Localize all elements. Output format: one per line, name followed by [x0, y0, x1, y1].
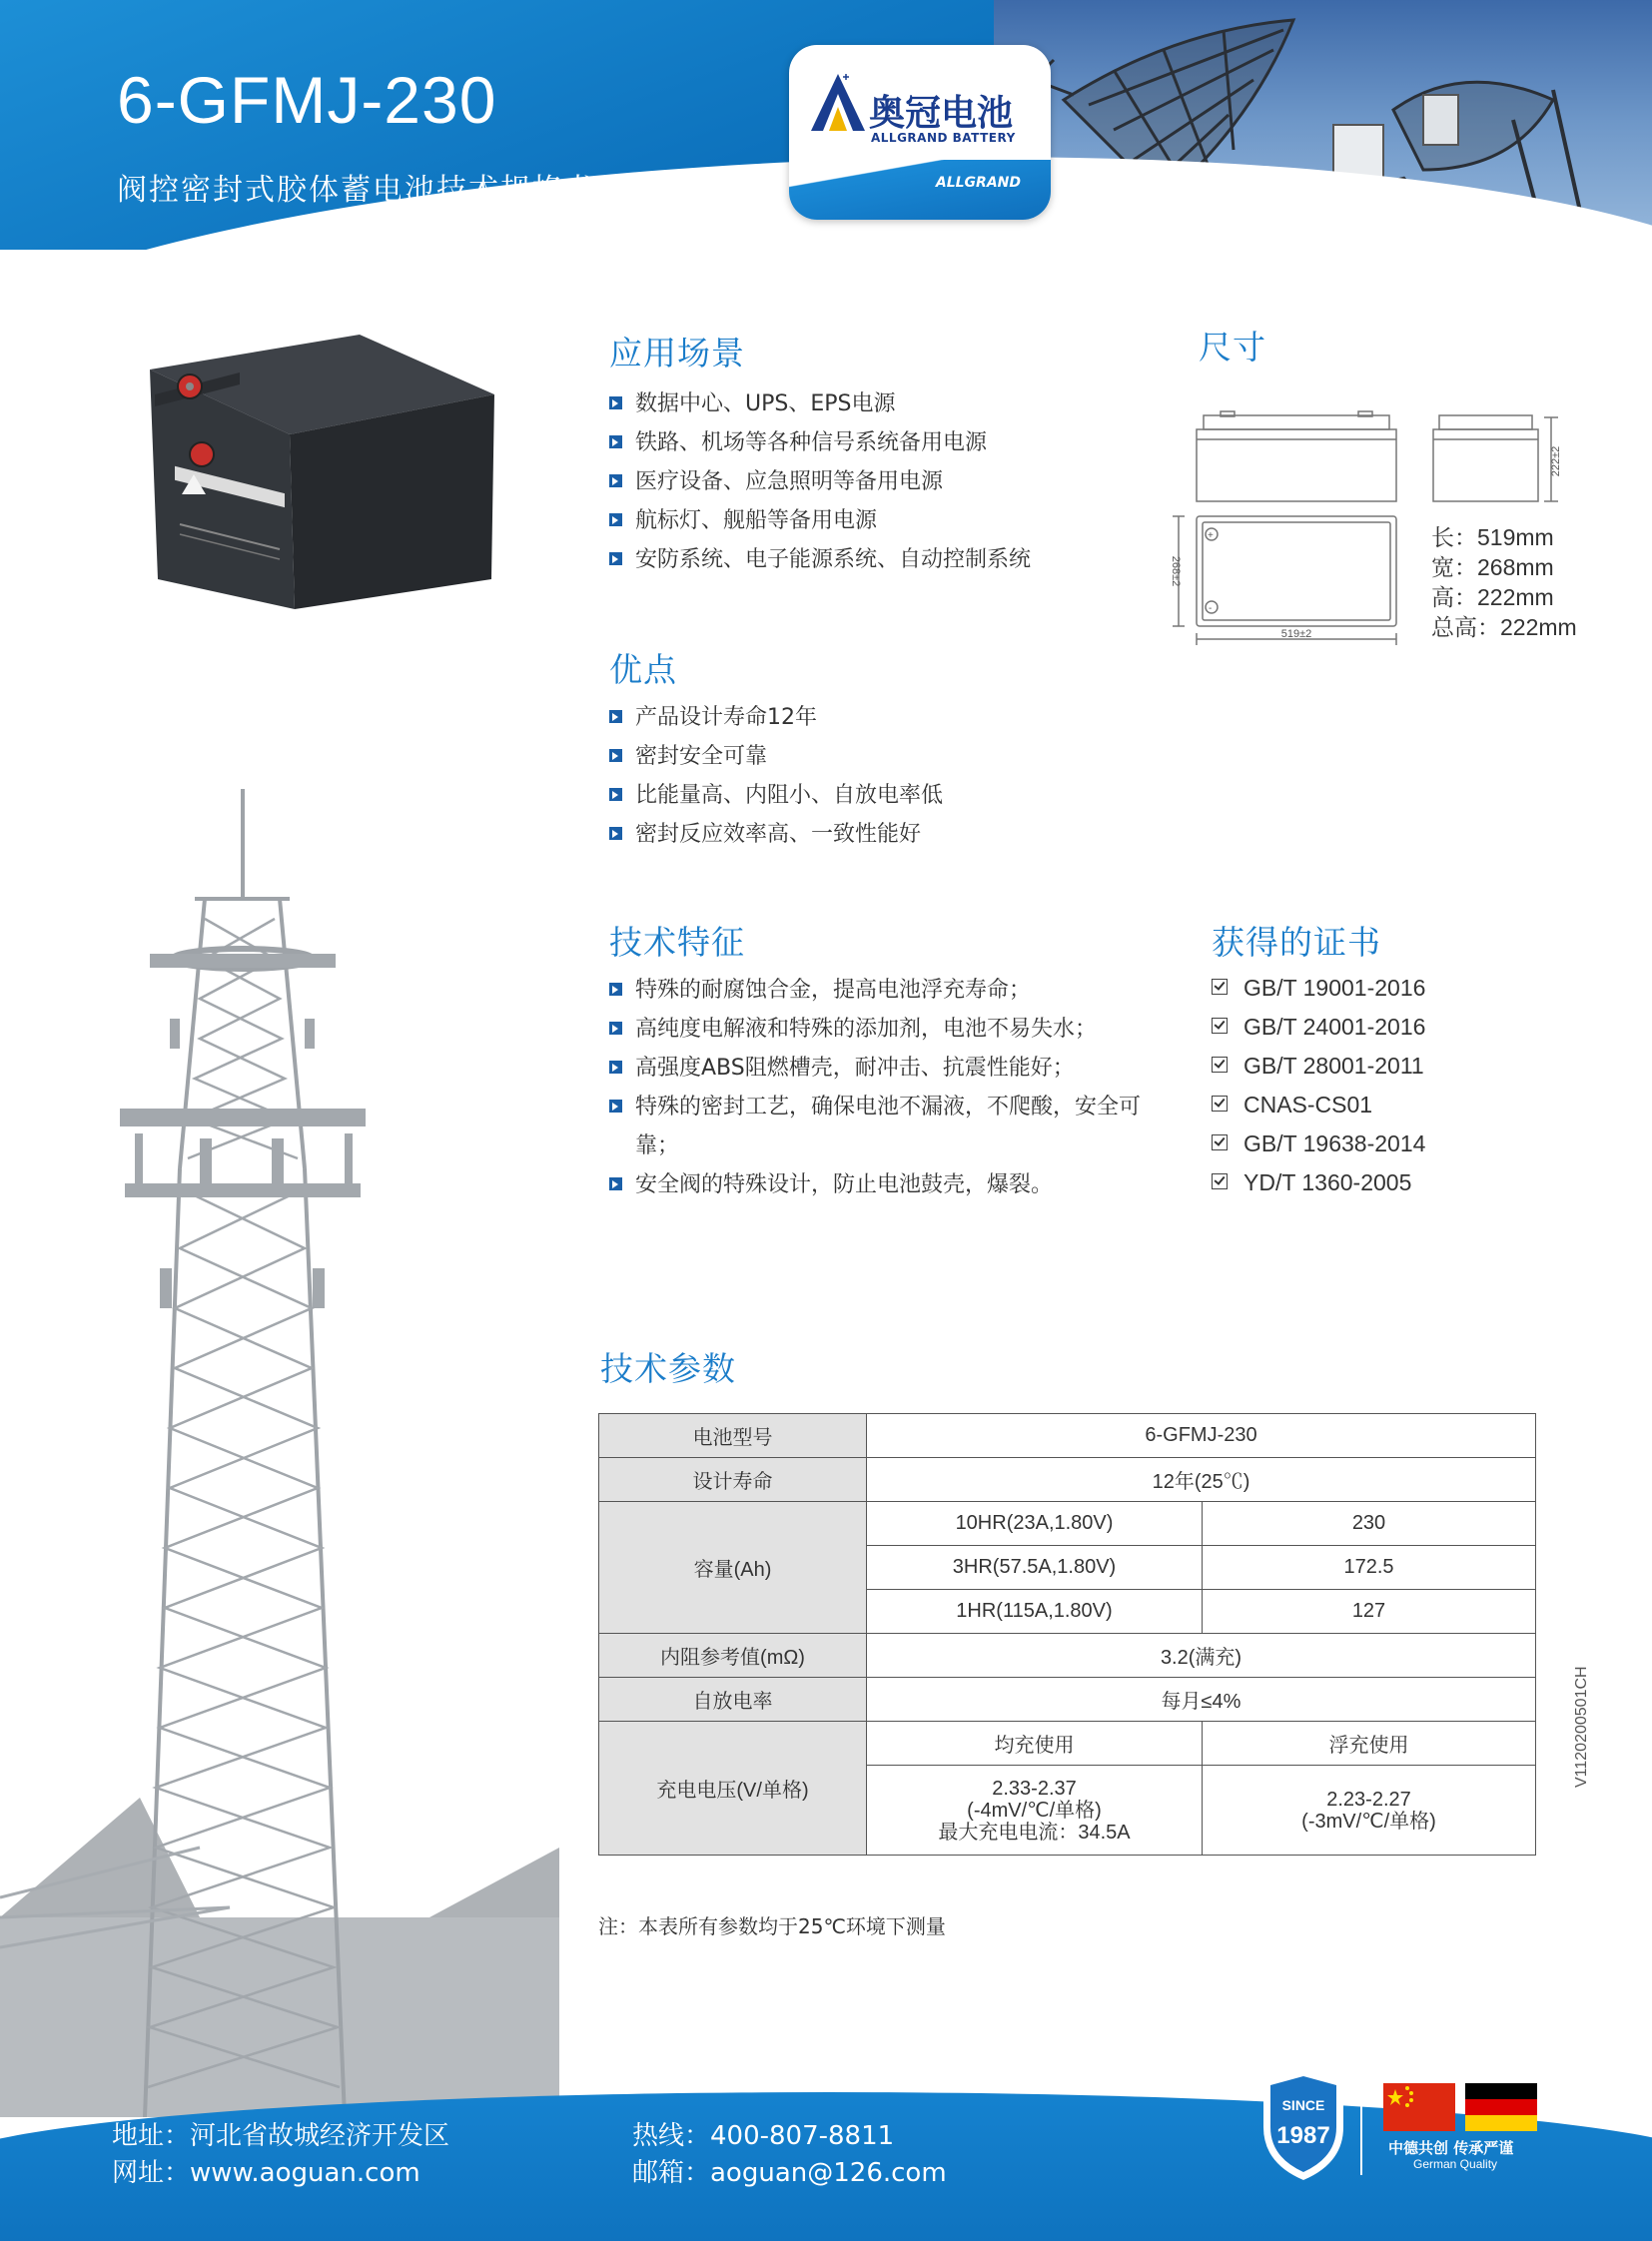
list-item-text: 高纯度电解液和特殊的添加剂，电池不易失水； [635, 1017, 1098, 1042]
table-value-cell: 3HR(57.5A,1.80V) [867, 1546, 1203, 1590]
logo-band-text: ALLGRAND [935, 175, 1021, 191]
certificates-title: 获得的证书 [1212, 923, 1381, 962]
list-item [609, 737, 1169, 776]
brand-logo [789, 45, 1051, 220]
since-year: 1987 [1276, 2122, 1330, 2149]
list-item [609, 501, 1169, 540]
table-row [599, 1678, 1536, 1722]
checkbox-checked-icon [1212, 979, 1228, 995]
applications-title: 应用场景 [609, 334, 745, 373]
china-flag-icon [1383, 2083, 1455, 2131]
table-value-cell: 230 [1203, 1502, 1536, 1546]
flag-caption-en: German Quality [1413, 2157, 1498, 2171]
list-item-text: 产品设计寿命12年 [635, 705, 817, 730]
list-item [1212, 1086, 1531, 1124]
list-item-text: 数据中心、UPS、EPS电源 [635, 391, 896, 416]
footer-website[interactable]: 网址：www.aoguan.com [112, 2158, 420, 2188]
list-item-text: YD/T 1360-2005 [1243, 1169, 1412, 1195]
table-value-cell [867, 1766, 1203, 1856]
table-value-cell: 6-GFMJ-230 [867, 1414, 1536, 1458]
checkbox-checked-icon [1212, 1057, 1228, 1073]
list-item [609, 1049, 1149, 1088]
advantages-title: 优点 [609, 650, 677, 689]
max-charge-current: 最大充电电流：34.5A [938, 1821, 1131, 1844]
table-row [599, 1458, 1536, 1502]
table-label-cell: 容量(Ah) [599, 1502, 867, 1634]
arrow-bullet-icon [609, 983, 622, 996]
arrow-bullet-icon [609, 513, 622, 526]
list-item-text: GB/T 19638-2014 [1243, 1130, 1426, 1156]
table-label-cell: 内阻参考值(mΩ) [599, 1634, 867, 1678]
arrow-bullet-icon [609, 1100, 622, 1113]
footer-hotline: 热线：400-807-8811 [632, 2121, 895, 2151]
list-item [1212, 1008, 1531, 1047]
features-title: 技术特征 [609, 923, 745, 962]
spec-table [598, 1413, 1536, 1856]
table-row [599, 1414, 1536, 1458]
table-value-cell: 1HR(115A,1.80V) [867, 1590, 1203, 1634]
list-item [609, 423, 1169, 462]
list-item-text: 比能量高、内阻小、自放电率低 [635, 783, 944, 808]
footer-email[interactable]: 邮箱：aoguan@126.com [632, 2158, 947, 2188]
negative-terminal-icon: - [1209, 603, 1213, 614]
table-label-cell: 充电电压(V/单格) [599, 1722, 867, 1856]
list-item-text: 医疗设备、应急照明等备用电源 [635, 469, 944, 494]
table-label-cell: 自放电率 [599, 1678, 867, 1722]
positive-terminal-icon: + [1208, 530, 1214, 541]
arrow-bullet-icon [609, 552, 622, 565]
list-item-text: GB/T 24001-2016 [1243, 1014, 1426, 1040]
dim-height: 高：222mm [1431, 584, 1554, 610]
table-note: 注：本表所有参数均于25℃环境下测量 [598, 1914, 946, 1938]
list-item-text: CNAS-CS01 [1243, 1092, 1373, 1118]
list-item-text: 航标灯、舰船等备用电源 [635, 508, 878, 533]
list-item-text: 密封反应效率高、一致性能好 [635, 822, 922, 847]
equalize-coefficient: (-4mV/℃/单格) [967, 1799, 1102, 1822]
table-value-cell: 10HR(23A,1.80V) [867, 1502, 1203, 1546]
list-item-text: 密封安全可靠 [635, 744, 768, 769]
footer-divider [1360, 2075, 1362, 2175]
list-item [1212, 1163, 1531, 1202]
list-item-text: 特殊的密封工艺，确保电池不漏液，不爬酸，安全可靠； [635, 1095, 1142, 1158]
checkbox-checked-icon [1212, 1096, 1228, 1112]
equalize-voltage: 2.33-2.37 [992, 1777, 1077, 1800]
list-item-text: GB/T 28001-2011 [1243, 1053, 1424, 1079]
dim-total-height: 总高：222mm [1431, 614, 1577, 640]
since-1987-badge-icon [1260, 2065, 1346, 2183]
checkbox-checked-icon [1212, 1018, 1228, 1034]
dimension-values [1431, 522, 1577, 642]
list-item-text: 高强度ABS阻燃槽壳，耐冲击、抗震性能好； [635, 1056, 1075, 1081]
table-label-cell: 电池型号 [599, 1414, 867, 1458]
list-item [609, 776, 1169, 815]
dim-height-label: 222±2 [1550, 445, 1562, 477]
arrow-bullet-icon [609, 710, 622, 723]
applications-list [609, 384, 1169, 579]
arrow-bullet-icon [609, 788, 622, 801]
list-item-text: GB/T 19001-2016 [1243, 975, 1426, 1001]
dim-width: 宽：268mm [1431, 554, 1554, 580]
features-list [609, 971, 1149, 1204]
table-value-cell: 每月≤4% [867, 1678, 1536, 1722]
footer-address: 地址：河北省故城经济开发区 [112, 2121, 450, 2151]
table-value-cell: 12年(25℃) [867, 1458, 1536, 1502]
advantages-list [609, 698, 1169, 854]
table-value-cell: 127 [1203, 1590, 1536, 1634]
arrow-bullet-icon [609, 827, 622, 840]
brand-name-en: ALLGRAND BATTERY [871, 131, 1016, 145]
dim-length: 长：519mm [1431, 524, 1554, 550]
version-code: V1120200501CH [1573, 1666, 1590, 1788]
list-item [609, 462, 1169, 501]
list-item [609, 1010, 1149, 1049]
list-item [1212, 969, 1531, 1008]
list-item-text: 特殊的耐腐蚀合金，提高电池浮充寿命； [635, 978, 1032, 1003]
table-row [599, 1722, 1536, 1766]
arrow-bullet-icon [609, 396, 622, 409]
brand-name-cn: 奥冠电池 [869, 93, 1014, 134]
telecom-tower-illustration [0, 789, 559, 2117]
since-label: SINCE [1281, 2097, 1325, 2113]
list-item-text: 安防系统、电子能源系统、自动控制系统 [635, 547, 1032, 572]
checkbox-checked-icon [1212, 1173, 1228, 1189]
list-item [609, 971, 1149, 1010]
china-flag-stars [1383, 2083, 1455, 2131]
table-header-cell: 浮充使用 [1203, 1722, 1536, 1766]
header [0, 0, 1652, 275]
page-title: 6-GFMJ-230 [117, 63, 497, 137]
dim-width-label: 268±2 [1170, 555, 1182, 587]
table-label-cell: 设计寿命 [599, 1458, 867, 1502]
arrow-bullet-icon [609, 474, 622, 487]
list-item [1212, 1047, 1531, 1086]
table-row [599, 1634, 1536, 1678]
page-subtitle: 阀控密封式胶体蓄电池技术规格书 [117, 173, 596, 208]
list-item-text: 安全阀的特殊设计，防止电池鼓壳，爆裂。 [635, 1172, 1054, 1197]
list-item [609, 1088, 1149, 1165]
table-value-cell [1203, 1766, 1536, 1856]
arrow-bullet-icon [609, 1022, 622, 1035]
list-item [609, 815, 1169, 854]
table-row [599, 1502, 1536, 1546]
float-coefficient: (-3mV/℃/单格) [1301, 1810, 1436, 1833]
list-item-text: 铁路、机场等各种信号系统备用电源 [635, 430, 988, 455]
arrow-bullet-icon [609, 749, 622, 762]
dimensions-title: 尺寸 [1199, 328, 1266, 367]
list-item [1212, 1124, 1531, 1163]
germany-flag-icon [1465, 2083, 1537, 2131]
flag-caption: 中德共创 传承严谨 [1388, 2139, 1514, 2157]
list-item [609, 1165, 1149, 1204]
allgrand-logo-icon [803, 69, 873, 139]
params-title: 技术参数 [600, 1349, 736, 1388]
checkbox-checked-icon [1212, 1134, 1228, 1150]
arrow-bullet-icon [609, 1061, 622, 1074]
arrow-bullet-icon [609, 435, 622, 448]
battery-product-image [120, 325, 499, 609]
list-item [609, 384, 1169, 423]
table-value-cell: 172.5 [1203, 1546, 1536, 1590]
table-value-cell: 3.2(满充) [867, 1634, 1536, 1678]
list-item [609, 698, 1169, 737]
arrow-bullet-icon [609, 1177, 622, 1190]
table-header-cell: 均充使用 [867, 1722, 1203, 1766]
list-item [609, 540, 1169, 579]
dim-length-label: 519±2 [1280, 628, 1312, 640]
float-voltage: 2.23-2.27 [1326, 1788, 1411, 1811]
certificates-list [1212, 969, 1531, 1202]
